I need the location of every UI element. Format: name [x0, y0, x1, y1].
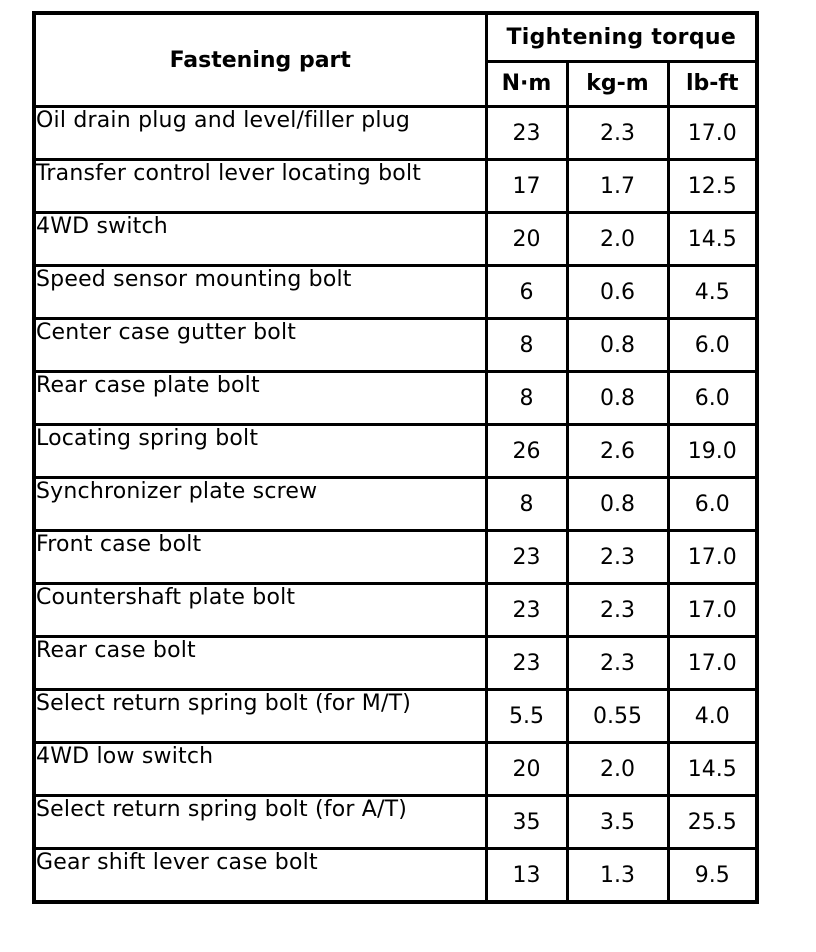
- torque-kgm-cell: 0.8: [567, 478, 668, 531]
- torque-nm-cell: 5.5: [486, 690, 567, 743]
- table-row: [34, 372, 757, 425]
- torque-kgm-cell: 0.55: [567, 690, 668, 743]
- torque-lbft-cell: 17.0: [668, 584, 757, 637]
- torque-nm-cell: 8: [486, 372, 567, 425]
- torque-lbft-cell: 17.0: [668, 107, 757, 160]
- torque-lbft-cell: 4.0: [668, 690, 757, 743]
- table-row: [34, 637, 757, 690]
- torque-lbft-cell: 6.0: [668, 372, 757, 425]
- table-row: [34, 107, 757, 160]
- table-row: [34, 425, 757, 478]
- torque-kgm-cell: 2.0: [567, 743, 668, 796]
- table-row: [34, 849, 757, 903]
- fastening-part-cell: Countershaft plate bolt: [34, 584, 486, 637]
- fastening-part-cell: Locating spring bolt: [34, 425, 486, 478]
- table-row: [34, 478, 757, 531]
- header-unit-lbft: lb-ft: [668, 61, 757, 107]
- torque-lbft-cell: 17.0: [668, 531, 757, 584]
- fastening-part-cell: Speed sensor mounting bolt: [34, 266, 486, 319]
- torque-lbft-cell: 6.0: [668, 478, 757, 531]
- torque-kgm-cell: 0.6: [567, 266, 668, 319]
- torque-nm-cell: 26: [486, 425, 567, 478]
- table-body: [34, 107, 757, 903]
- table-row: [34, 531, 757, 584]
- torque-kgm-cell: 1.7: [567, 160, 668, 213]
- table-row: [34, 690, 757, 743]
- fastening-part-cell: 4WD switch: [34, 213, 486, 266]
- torque-nm-cell: 20: [486, 743, 567, 796]
- torque-kgm-cell: 2.3: [567, 107, 668, 160]
- fastening-part-cell: Select return spring bolt (for A/T): [34, 796, 486, 849]
- torque-kgm-cell: 2.3: [567, 637, 668, 690]
- torque-lbft-cell: 14.5: [668, 743, 757, 796]
- torque-nm-cell: 35: [486, 796, 567, 849]
- table-row: [34, 743, 757, 796]
- torque-lbft-cell: 6.0: [668, 319, 757, 372]
- torque-kgm-cell: 3.5: [567, 796, 668, 849]
- header-unit-nm: N·m: [486, 61, 567, 107]
- torque-nm-cell: 17: [486, 160, 567, 213]
- header-unit-kgm: kg-m: [567, 61, 668, 107]
- torque-table: [32, 11, 759, 904]
- torque-lbft-cell: 25.5: [668, 796, 757, 849]
- table-row: [34, 584, 757, 637]
- torque-kgm-cell: 0.8: [567, 319, 668, 372]
- torque-kgm-cell: 1.3: [567, 849, 668, 903]
- header-fastening-part: Fastening part: [34, 13, 486, 107]
- torque-lbft-cell: 17.0: [668, 637, 757, 690]
- torque-nm-cell: 8: [486, 478, 567, 531]
- table-row: [34, 266, 757, 319]
- torque-nm-cell: 6: [486, 266, 567, 319]
- torque-nm-cell: 23: [486, 107, 567, 160]
- torque-nm-cell: 20: [486, 213, 567, 266]
- fastening-part-cell: Rear case bolt: [34, 637, 486, 690]
- fastening-part-cell: Select return spring bolt (for M/T): [34, 690, 486, 743]
- torque-kgm-cell: 2.6: [567, 425, 668, 478]
- fastening-part-cell: Front case bolt: [34, 531, 486, 584]
- fastening-part-cell: Center case gutter bolt: [34, 319, 486, 372]
- fastening-part-cell: Rear case plate bolt: [34, 372, 486, 425]
- torque-nm-cell: 23: [486, 584, 567, 637]
- torque-nm-cell: 23: [486, 637, 567, 690]
- fastening-part-cell: Synchronizer plate screw: [34, 478, 486, 531]
- torque-lbft-cell: 14.5: [668, 213, 757, 266]
- torque-nm-cell: 13: [486, 849, 567, 903]
- torque-kgm-cell: 2.3: [567, 531, 668, 584]
- torque-lbft-cell: 12.5: [668, 160, 757, 213]
- torque-kgm-cell: 0.8: [567, 372, 668, 425]
- torque-kgm-cell: 2.0: [567, 213, 668, 266]
- header-tightening-torque: Tightening torque: [486, 13, 757, 61]
- table-row: [34, 213, 757, 266]
- torque-lbft-cell: 9.5: [668, 849, 757, 903]
- fastening-part-cell: Gear shift lever case bolt: [34, 849, 486, 903]
- fastening-part-cell: Transfer control lever locating bolt: [34, 160, 486, 213]
- table-row: [34, 796, 757, 849]
- torque-kgm-cell: 2.3: [567, 584, 668, 637]
- table-row: [34, 319, 757, 372]
- torque-nm-cell: 8: [486, 319, 567, 372]
- table-row: [34, 160, 757, 213]
- fastening-part-cell: 4WD low switch: [34, 743, 486, 796]
- torque-lbft-cell: 4.5: [668, 266, 757, 319]
- torque-lbft-cell: 19.0: [668, 425, 757, 478]
- fastening-part-cell: Oil drain plug and level/filler plug: [34, 107, 486, 160]
- torque-nm-cell: 23: [486, 531, 567, 584]
